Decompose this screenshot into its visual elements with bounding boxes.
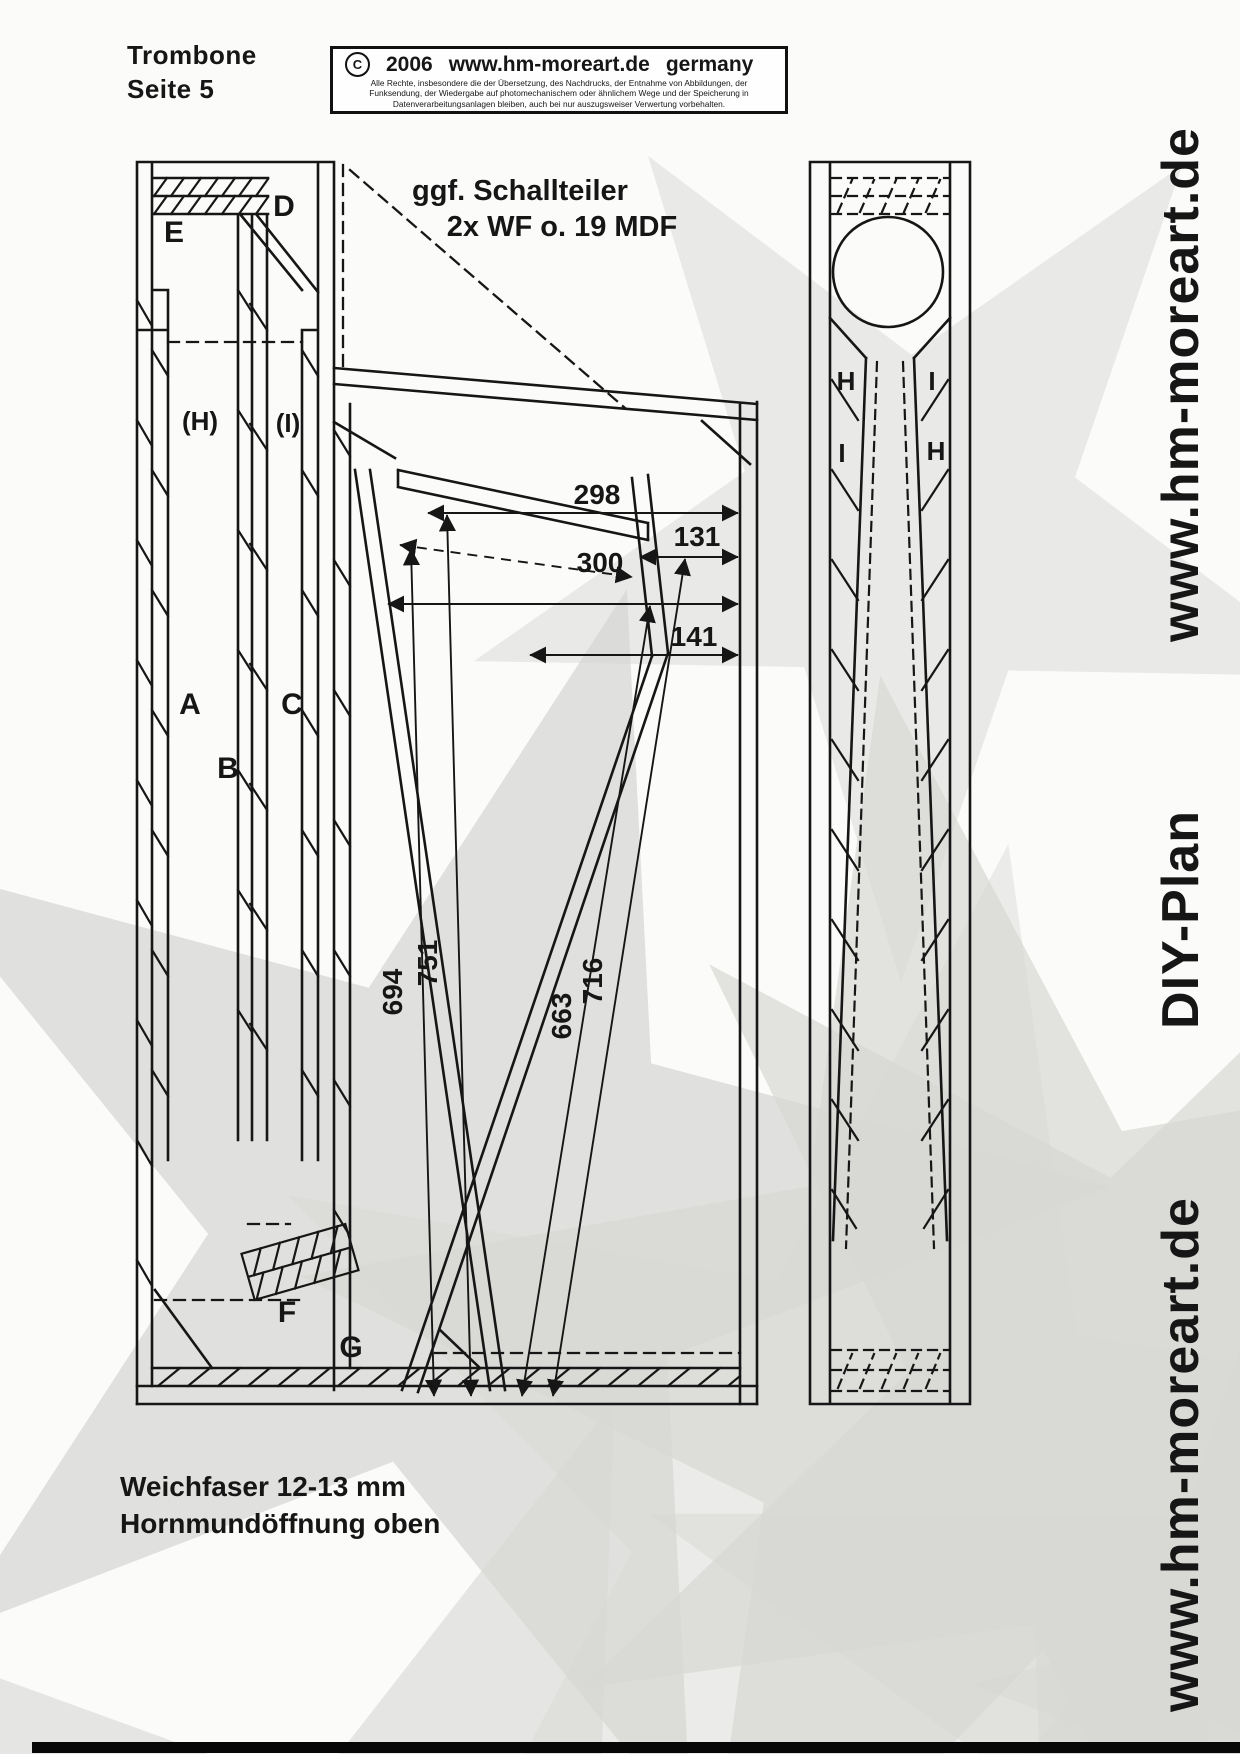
fine-print-line3: Datenverarbeitungsanlagen bleiben, auch bei nur auszugsweiser Verwertung vorbehalten.	[392, 98, 726, 109]
copyright-icon: C	[345, 52, 370, 77]
copyright-box	[330, 46, 788, 114]
page-title-line2: Seite 5	[127, 74, 215, 104]
side-text-middle: DIY-Plan	[1152, 810, 1210, 1029]
copyright-country: germany	[665, 52, 754, 76]
panel-label-g: G	[339, 1331, 363, 1364]
panel-label-d: D	[273, 190, 295, 223]
scan-edge-bar	[32, 1742, 1240, 1753]
side-text-top: www.hm-moreart.de	[1152, 127, 1210, 642]
material-note	[120, 1468, 440, 1542]
side-text-bottom: www.hm-moreart.de	[1152, 1197, 1210, 1712]
copyright-fine-print	[340, 78, 778, 109]
copyright-year: 2006	[386, 52, 433, 76]
panel-label-i-hidden: (I)	[275, 408, 301, 438]
dim-label-716: 716	[577, 957, 608, 1005]
copyright-header-row	[333, 49, 785, 77]
page-title-line1: Trombone	[127, 40, 257, 70]
panel-label-a: A	[179, 688, 201, 721]
dim-label-694: 694	[377, 968, 408, 1016]
panel-label-h-hidden: (H)	[181, 406, 219, 436]
driver-cutout-circle	[833, 217, 943, 327]
front-label-h-top: H	[836, 366, 856, 396]
dim-label-663: 663	[546, 992, 577, 1040]
annotation-schallteiler-line1: ggf. Schallteiler	[412, 175, 628, 207]
panel-label-b: B	[217, 752, 239, 785]
dim-label-131: 131	[673, 521, 721, 552]
front-label-h-bottom: H	[926, 436, 946, 466]
dim-label-751: 751	[412, 939, 443, 987]
fine-print-line1: Alle Rechte, insbesondere die der Übersetzung, des Nachdrucks, der Entnahme von Abbildungen, der	[370, 78, 748, 88]
dim-label-300: 300	[576, 547, 624, 578]
panel-label-c: C	[281, 688, 303, 721]
copyright-site: www.hm-moreart.de	[448, 52, 650, 76]
dim-label-298: 298	[573, 479, 621, 510]
fine-print-line2: Funksendung, der Wiedergabe auf photomechanischem oder ähnlichem Wege und der Speicherung in	[369, 88, 749, 99]
front-label-i-bottom: I	[838, 438, 846, 468]
side-watermark-text	[1142, 127, 1220, 1712]
material-note-line1: Weichfaser 12-13 mm	[120, 1471, 406, 1502]
dim-label-141: 141	[670, 621, 718, 652]
top-fold-beams	[334, 368, 757, 464]
page-title	[127, 38, 257, 106]
annotation-schallteiler-line2: 2x WF o. 19 MDF	[446, 211, 678, 243]
material-note-line2: Hornmundöffnung oben	[120, 1508, 441, 1539]
panel-label-e: E	[163, 216, 185, 249]
front-label-i-top: I	[928, 366, 936, 396]
panel-label-f: F	[277, 1296, 297, 1329]
